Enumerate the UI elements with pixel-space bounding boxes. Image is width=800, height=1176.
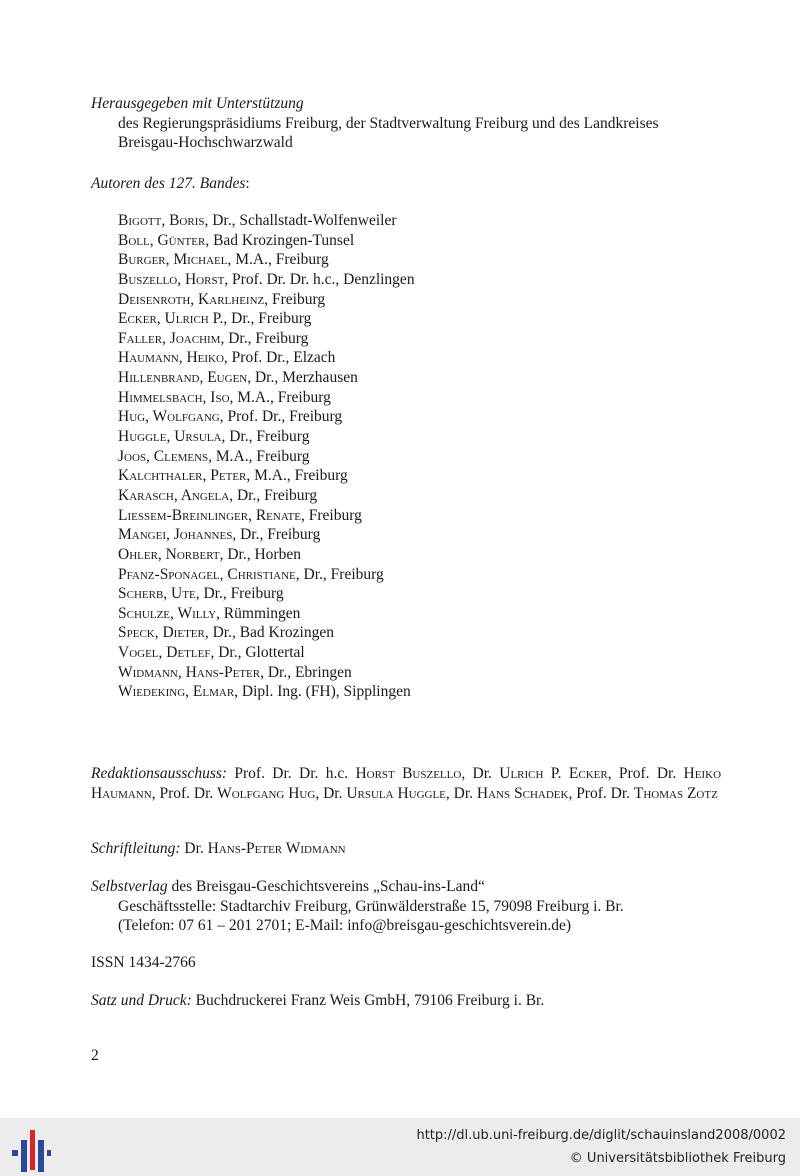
author-details: , Dr., Ebringen [260, 663, 352, 681]
author-details: , Dr., Freiburg [221, 428, 310, 446]
authors-heading-text: Autoren des 127. Bandes [91, 175, 246, 192]
committee-member-title: , Dr. [445, 784, 477, 802]
committee-member-name: Heiko Haumann [91, 765, 722, 802]
author-entry [118, 545, 415, 565]
committee-member-name: Horst Buszello [355, 765, 462, 782]
author-details: , M.A., Freiburg [208, 447, 310, 465]
author-details: , Freiburg [301, 506, 362, 524]
author-name: Deisenroth, Karlheinz [118, 290, 265, 308]
authors-heading: Autoren des 127. Bandes: [91, 175, 250, 192]
page-number: 2 [91, 1047, 99, 1064]
author-name: Kalchthaler, Peter [118, 467, 247, 485]
viewer-footer [0, 1118, 800, 1176]
author-details: , Dr., Merzhausen [247, 369, 358, 387]
committee-member-title: , Prof. Dr. [607, 765, 684, 782]
publisher-support-line-2: Breisgau-Hochschwarzwald [118, 134, 293, 151]
author-name: Hillenbrand, Eugen [118, 369, 248, 387]
author-entry [118, 329, 415, 349]
author-details: , Dr., Horben [219, 545, 301, 563]
author-entry [118, 525, 415, 545]
page-url-link[interactable]: http://dl.ub.uni-freiburg.de/diglit/schauinsland2008/0002 [416, 1128, 786, 1143]
author-entry [118, 290, 415, 310]
committee-member-name: Ulrich P. Ecker [499, 765, 608, 782]
author-entry [118, 211, 415, 231]
author-name: Hug, Wolfgang [118, 408, 220, 426]
publisher-support-block [91, 94, 731, 153]
author-name: Faller, Joachim [118, 329, 221, 347]
author-name: Ohler, Norbert [118, 545, 220, 563]
author-entry [118, 663, 415, 683]
committee-member-name: Ursula Huggle [346, 784, 446, 802]
committee-member-title: Prof. Dr. Dr. h.c. [234, 765, 356, 782]
editor-in-chief-label: Schriftleitung: [91, 840, 181, 857]
author-details: , Prof. Dr., Freiburg [219, 408, 343, 426]
author-details: , M.A., Freiburg [246, 467, 348, 485]
typesetting-label: Satz und Druck: [91, 992, 192, 1009]
editorial-committee-block [91, 764, 721, 803]
author-details: , Dr., Freiburg [232, 526, 321, 544]
author-details: , Dr., Freiburg [223, 310, 312, 328]
self-publisher-label: Selbstverlag [91, 878, 168, 895]
copyright-text: © Universitätsbibliothek Freiburg [569, 1151, 786, 1166]
author-name: Schulze, Willy [118, 604, 217, 622]
author-name: Joos, Clemens [118, 447, 209, 465]
author-name: Ecker, Ulrich P. [118, 310, 224, 328]
author-entry [118, 584, 415, 604]
author-name: Haumann, Heiko [118, 349, 224, 367]
committee-member-name: Wolfgang Hug [217, 784, 316, 802]
self-publisher-line-1 [91, 877, 721, 897]
author-entry [118, 388, 415, 408]
author-entry [118, 447, 415, 467]
committee-member-name: Hans Schadek [476, 784, 569, 802]
author-details: , Dr., Glottertal [210, 644, 305, 662]
author-name: Liessem-Breinlinger, Renate [118, 506, 301, 524]
committee-member-title: , Prof. Dr. [151, 784, 218, 802]
author-name: Mangei, Johannes [118, 526, 233, 544]
author-details: , Bad Krozingen-Tunsel [205, 231, 355, 249]
author-details: , M.A., Freiburg [227, 251, 329, 269]
author-name: Buszello, Horst [118, 270, 225, 288]
author-name: Widmann, Hans-Peter [118, 663, 261, 681]
publisher-support-label: Herausgegeben mit Unterstützung [91, 95, 304, 112]
self-publisher-text: des Breisgau-Geschichtsvereins „Schau-ins-Land“ [171, 878, 485, 895]
author-entry [118, 466, 415, 486]
author-entry [118, 368, 415, 388]
typesetting-text: Buchdruckerei Franz Weis GmbH, 79106 Freiburg i. Br. [195, 992, 545, 1009]
author-entry [118, 486, 415, 506]
author-name: Karasch, Angela [118, 486, 230, 504]
publisher-support-line-1: des Regierungspräsidiums Freiburg, der Stadtverwaltung Freiburg und des Landkreises [118, 114, 659, 132]
author-name: Huggle, Ursula [118, 428, 222, 446]
author-name: Boll, Günter [118, 231, 206, 249]
author-entry [118, 270, 415, 290]
author-details: , Dr., Freiburg [220, 329, 309, 347]
author-entry [118, 506, 415, 526]
author-details: , Freiburg [264, 290, 326, 308]
author-name: Scherb, Ute [118, 585, 196, 603]
author-name: Vogel, Detlef [118, 644, 211, 662]
committee-member-name: Thomas Zotz [633, 784, 718, 802]
author-details: , Dipl. Ing. (FH), Sipplingen [234, 683, 411, 701]
author-name: Wiedeking, Elmar [118, 683, 235, 701]
author-details: , Dr., Freiburg [195, 585, 284, 603]
author-name: Burger, Michael [118, 251, 228, 269]
author-entry [118, 682, 415, 702]
author-entry [118, 623, 415, 643]
contact-line: (Telefon: 07 61 – 201 2701; E-Mail: info@breisgau-geschichtsverein.de) [118, 917, 572, 934]
editor-in-chief-line [91, 839, 346, 859]
author-name: Bigott, Boris [118, 212, 205, 229]
author-details: , Prof. Dr., Elzach [223, 349, 336, 367]
author-entry [118, 643, 415, 663]
author-details: , Prof. Dr. Dr. h.c., Denzlingen [224, 270, 415, 288]
author-entry [118, 250, 415, 270]
office-address: Geschäftsstelle: Stadtarchiv Freiburg, Grünwälderstraße 15, 79098 Freiburg i. Br. [118, 897, 624, 915]
author-details: , Rümmingen [216, 604, 301, 622]
author-entry [118, 604, 415, 624]
authors-list [118, 211, 415, 702]
author-name: Himmelsbach, Iso [118, 388, 230, 406]
self-publisher-block [91, 877, 721, 936]
editor-in-chief-prefix: Dr. [184, 840, 208, 857]
editorial-committee-label: Redaktionsausschuss: [91, 765, 228, 782]
issn-line: ISSN 1434-2766 [91, 954, 196, 971]
typesetting-line [91, 991, 544, 1011]
author-entry [118, 309, 415, 329]
author-entry [118, 231, 415, 251]
author-details: , M.A., Freiburg [229, 388, 331, 406]
author-details: , Dr., Schallstadt-Wolfenweiler [204, 212, 397, 229]
editor-in-chief-name: Hans-Peter Widmann [207, 840, 346, 857]
author-details: , Dr., Bad Krozingen [204, 624, 334, 642]
author-name: Pfanz-Sponagel, Christiane [118, 565, 296, 583]
committee-member-title: , Prof. Dr. [568, 784, 634, 802]
author-entry [118, 407, 415, 427]
author-details: , Dr., Freiburg [229, 486, 318, 504]
ub-freiburg-logo-icon[interactable] [10, 1128, 52, 1172]
committee-member-title: , Dr. [461, 765, 500, 782]
author-details: , Dr., Freiburg [295, 565, 384, 583]
author-name: Speck, Dieter [118, 624, 205, 642]
author-entry [118, 427, 415, 447]
committee-member-title: , Dr. [315, 784, 347, 802]
author-entry [118, 348, 415, 368]
author-entry [118, 565, 415, 585]
